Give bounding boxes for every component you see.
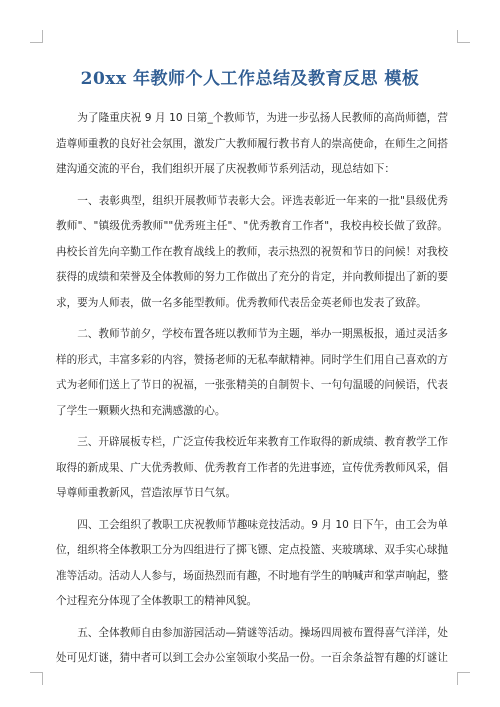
crop-mark-bottom-right: [457, 672, 470, 685]
crop-mark-top-right: [457, 30, 470, 43]
paragraph-section-4: 四、工会组织了教职工庆祝教师节趣味竞技活动。9 月 10 日下午，由工会为单位，组织将全体教职工分为四组进行了掷飞镖、定点投篮、夹玻璃球、双手实心球抛准等活动。活动人人参与，场面热烈而有趣，不时地有学生的呐喊声和掌声响起，整个过程充分体现了全体教职工的精神风貌。: [56, 518, 448, 607]
paragraph-section-3: 三、开辟展板专栏，广泛宣传我校近年来教育工作取得的新成绩、教育教学工作取得的新成果、广大优秀教师、优秀教育工作者的先进事迹，宣传优秀教师风采，倡导尊师重教新风，营造浓厚节日气氛。: [56, 436, 448, 499]
document-body: [56, 106, 448, 678]
paragraph-intro: 为了隆重庆祝 9 月 10 日第_个教师节，为进一步弘扬人民教师的高尚师德，营造尊师重教的良好社会氛围，激发广大教师履行教书育人的崇高使命，在师生之间搭建沟通交流的平台，我们组织开展了庆祝教师节系列活动，现总结如下：: [56, 112, 448, 175]
document-title: 20xx 年教师个人工作总结及教育反思 模板: [80, 69, 420, 89]
paragraph-section-2: 二、教师节前夕，学校布置各班以教师节为主题，举办一期黑板报，通过灵活多样的形式，丰富多彩的内容，赞扬老师的无私奉献精神。同时学生们用自己喜欢的方式为老师们送上了节日的祝福，一张张精美的自制贺卡、一句句温暖的问候语，代表了学生一颗颗火热和充满感激的心。: [56, 328, 448, 417]
paragraph-section-1: 一、表彰典型，组织开展教师节表彰大会。评选表彰近一年来的一批"县级优秀教师"、"镇级优秀教师""优秀班主任"、"优秀教育工作者"，我校冉校长做了致辞。冉校长首先向辛勤工作在教育战线上的教师，表示热烈的祝贺和节日的问候！对我校获得的成绩和荣誉及全体教师的努力工作做出了充分的肯定，并向教师提出了新的要求，要为人师表，做一名多能型教师。优秀教师代表岳金英老师也发表了致辞。: [56, 194, 448, 309]
crop-mark-bottom-left: [30, 672, 43, 685]
paragraph-section-5: 五、全体教师自由参加游园活动—猜谜等活动。操场四周被布置得喜气洋洋，处处可见灯谜，猜中者可以到工会办公室领取小奖品一份。一百余条益智有趣的灯谜让: [56, 626, 448, 664]
crop-mark-top-left: [30, 30, 43, 43]
